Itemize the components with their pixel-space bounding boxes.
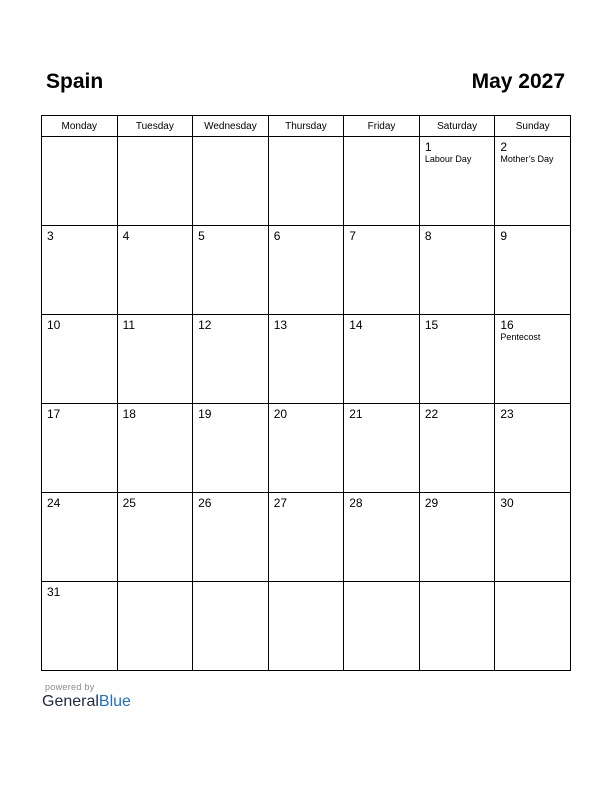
day-cell <box>495 493 571 582</box>
day-number: 9 <box>500 229 508 243</box>
day-cell-content <box>269 404 344 424</box>
day-cell-content <box>344 137 419 143</box>
day-cell-content <box>193 404 268 424</box>
day-cell-content <box>269 582 344 588</box>
logo-general-text: General <box>42 693 99 710</box>
day-cell <box>117 582 193 671</box>
day-cell-content <box>344 226 419 246</box>
weekday-tuesday: Tuesday <box>117 116 193 137</box>
week-row <box>42 315 571 404</box>
day-cell-content <box>344 493 419 513</box>
day-cell-content <box>420 582 495 588</box>
day-cell <box>419 493 495 582</box>
day-cell-content <box>118 315 193 335</box>
day-cell-content <box>420 493 495 513</box>
week-row <box>42 493 571 582</box>
day-cell-content <box>193 226 268 246</box>
day-cell <box>117 493 193 582</box>
day-number: 30 <box>500 496 514 510</box>
day-number: 6 <box>273 229 281 243</box>
day-cell-content <box>42 226 117 246</box>
day-number: 21 <box>349 407 363 421</box>
day-cell-content <box>420 315 495 335</box>
day-cell-content <box>344 315 419 335</box>
generalblue-logo[interactable] <box>42 693 131 711</box>
day-cell <box>42 315 118 404</box>
day-number: 2 <box>500 140 508 154</box>
day-cell-content <box>495 315 570 346</box>
day-cell <box>193 226 269 315</box>
day-cell <box>495 582 571 671</box>
day-number: 16 <box>500 318 514 332</box>
day-cell <box>117 404 193 493</box>
day-cell <box>419 315 495 404</box>
footer-branding <box>42 682 131 711</box>
weekday-wednesday: Wednesday <box>193 116 269 137</box>
day-cell <box>268 226 344 315</box>
day-number: 28 <box>349 496 363 510</box>
day-cell <box>193 404 269 493</box>
day-number: 1 <box>424 140 432 154</box>
day-cell-content <box>495 137 570 168</box>
weekday-monday: Monday <box>42 116 118 137</box>
day-cell <box>193 137 269 226</box>
day-cell-content <box>118 226 193 246</box>
day-cell-content <box>420 404 495 424</box>
day-number: 31 <box>47 585 61 599</box>
weekday-friday: Friday <box>344 116 420 137</box>
day-number: 12 <box>198 318 212 332</box>
holiday-label: Mother’s Day <box>500 154 554 164</box>
day-cell-content <box>193 137 268 143</box>
day-cell <box>344 226 420 315</box>
day-cell-content <box>344 582 419 588</box>
day-cell-content <box>495 404 570 424</box>
day-cell-content <box>269 137 344 143</box>
country-title: Spain <box>46 70 104 93</box>
day-cell <box>419 582 495 671</box>
day-cell-content <box>420 137 495 168</box>
day-cell <box>117 137 193 226</box>
day-cell <box>268 493 344 582</box>
day-cell <box>268 404 344 493</box>
day-cell <box>42 226 118 315</box>
day-number: 13 <box>273 318 288 332</box>
day-cell-content <box>269 493 344 513</box>
day-number: 17 <box>47 407 61 421</box>
day-number: 25 <box>122 496 136 510</box>
day-cell <box>193 493 269 582</box>
day-cell-content <box>118 137 193 143</box>
day-cell <box>193 315 269 404</box>
day-cell-content <box>495 493 570 513</box>
calendar-header <box>41 70 571 100</box>
day-number: 22 <box>424 407 439 421</box>
weekday-saturday: Saturday <box>419 116 495 137</box>
day-number: 10 <box>47 318 61 332</box>
day-cell <box>495 226 571 315</box>
day-cell-content <box>118 582 193 588</box>
day-cell-content <box>42 493 117 513</box>
holiday-label: Pentecost <box>500 332 541 342</box>
day-cell <box>42 582 118 671</box>
day-cell <box>117 315 193 404</box>
week-row <box>42 226 571 315</box>
day-cell <box>268 315 344 404</box>
day-cell-content <box>495 226 570 246</box>
day-cell <box>495 137 571 226</box>
day-number: 3 <box>47 229 54 243</box>
day-cell <box>344 493 420 582</box>
day-cell <box>419 226 495 315</box>
week-row <box>42 404 571 493</box>
day-cell <box>419 404 495 493</box>
day-number: 29 <box>424 496 439 510</box>
day-number: 27 <box>273 496 288 510</box>
day-number: 19 <box>198 407 212 421</box>
day-cell-content <box>495 582 570 588</box>
month-year-title: May 2027 <box>471 70 565 93</box>
calendar-body <box>42 137 571 671</box>
day-number: 26 <box>198 496 212 510</box>
day-cell <box>495 404 571 493</box>
logo-blue-text: Blue <box>98 693 131 710</box>
day-number: 24 <box>47 496 61 510</box>
day-cell-content <box>269 226 344 246</box>
day-number: 14 <box>349 318 363 332</box>
weekday-header-row <box>42 116 571 137</box>
day-cell-content <box>42 137 117 143</box>
day-number: 8 <box>424 229 432 243</box>
day-cell <box>344 137 420 226</box>
day-number: 20 <box>273 407 288 421</box>
day-cell-content <box>420 226 495 246</box>
day-number: 7 <box>349 229 356 243</box>
day-number: 11 <box>122 318 136 332</box>
day-cell-content <box>193 315 268 335</box>
day-cell <box>344 404 420 493</box>
day-cell <box>268 137 344 226</box>
day-cell-content <box>118 404 193 424</box>
day-cell-content <box>193 493 268 513</box>
holiday-label: Labour Day <box>424 154 472 164</box>
day-cell-content <box>193 582 268 588</box>
day-cell <box>419 137 495 226</box>
day-cell <box>42 493 118 582</box>
day-number: 5 <box>198 229 205 243</box>
week-row <box>42 137 571 226</box>
day-number: 18 <box>122 407 136 421</box>
day-cell <box>344 315 420 404</box>
weekday-sunday: Sunday <box>495 116 571 137</box>
day-cell <box>117 226 193 315</box>
day-cell-content <box>42 315 117 335</box>
day-cell-content <box>42 404 117 424</box>
day-cell <box>42 137 118 226</box>
day-cell-content <box>118 493 193 513</box>
day-cell <box>495 315 571 404</box>
powered-by-text: powered by <box>45 682 95 692</box>
day-cell <box>268 582 344 671</box>
day-cell-content <box>344 404 419 424</box>
day-number: 4 <box>122 229 130 243</box>
day-cell-content <box>42 582 117 602</box>
day-number: 23 <box>500 407 514 421</box>
day-number: 15 <box>424 318 439 332</box>
day-cell <box>193 582 269 671</box>
day-cell <box>344 582 420 671</box>
week-row <box>42 582 571 671</box>
day-cell <box>42 404 118 493</box>
calendar-grid <box>41 115 571 671</box>
weekday-thursday: Thursday <box>268 116 344 137</box>
day-cell-content <box>269 315 344 335</box>
